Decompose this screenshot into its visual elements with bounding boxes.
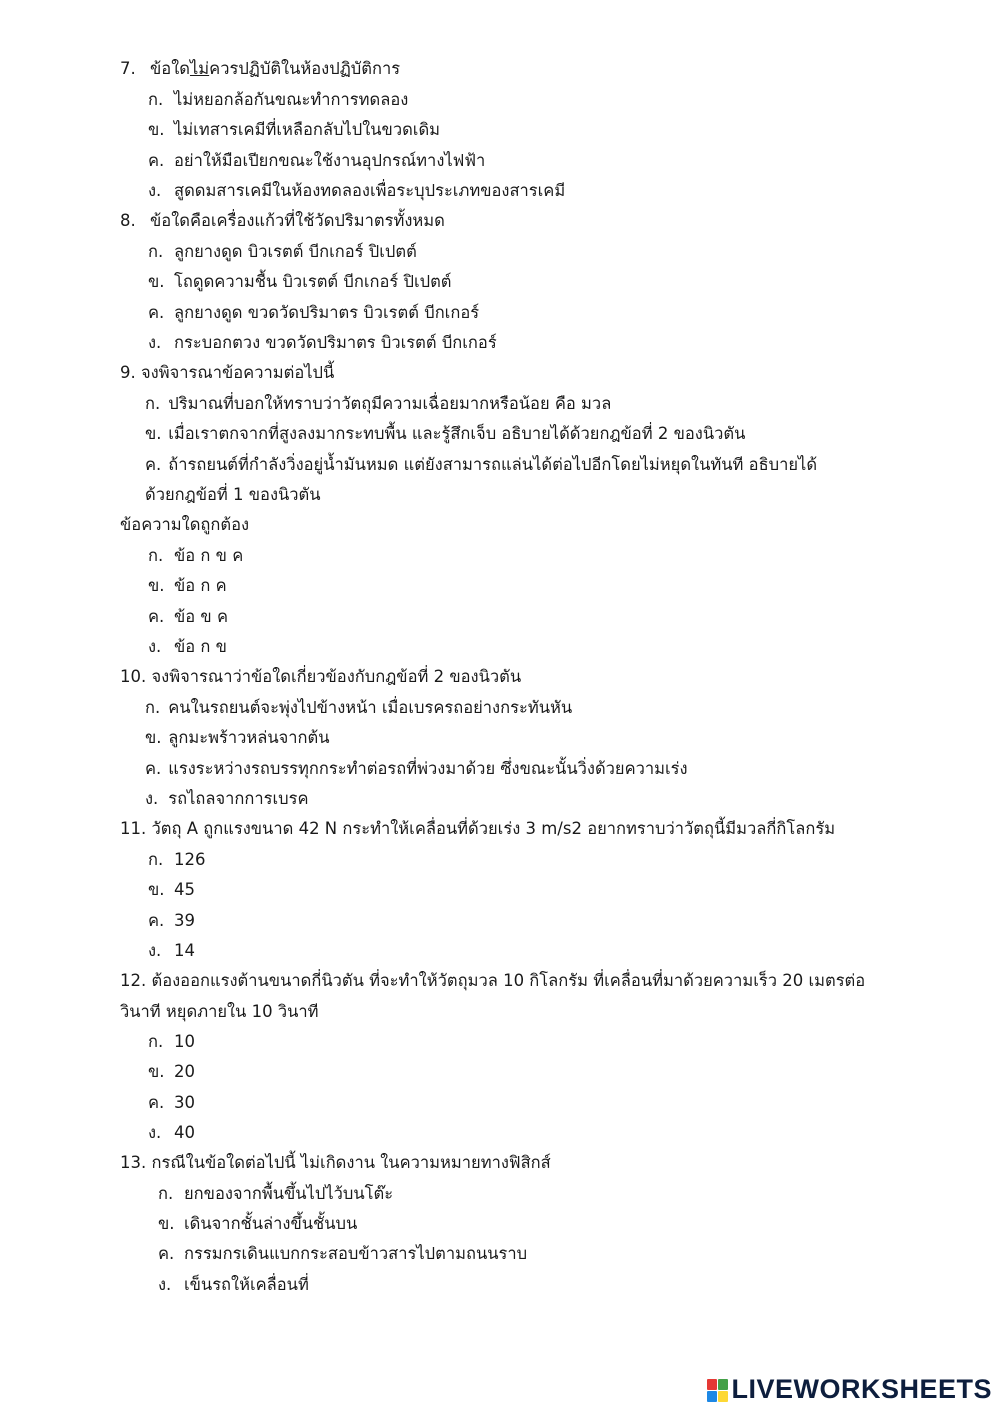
option-label: ก.	[148, 546, 164, 565]
statement-label: ค.	[145, 455, 162, 474]
option	[158, 1274, 309, 1296]
option	[148, 1031, 195, 1053]
question-13	[120, 1152, 551, 1174]
question-number: 10.	[120, 667, 147, 686]
option-text: 10	[174, 1032, 195, 1051]
question-12	[120, 970, 865, 992]
question-text-post: ควรปฏิบัติในห้องปฏิบัติการ	[209, 59, 401, 78]
option-label: ก.	[158, 1184, 174, 1203]
option-text: ยกของจากพื้นขึ้นไปไว้บนโต๊ะ	[184, 1184, 394, 1203]
option	[148, 119, 440, 141]
option-text: ลูกยางดูด ขวดวัดปริมาตร บิวเรตต์ บีกเกอร์	[174, 303, 480, 322]
option-text: คนในรถยนต์จะพุ่งไปข้างหน้า เมื่อเบรครถอย่างกระทันหัน	[168, 698, 573, 717]
statement-continuation: ด้วยกฎข้อที่ 1 ของนิวตัน	[145, 485, 321, 504]
option-label: ง.	[158, 1275, 172, 1294]
option-label: ข.	[148, 1062, 165, 1081]
question-text: จงพิจารณาข้อความต่อไปนี้	[141, 363, 335, 382]
option-text: 14	[174, 941, 195, 960]
statement-label: ข.	[145, 424, 162, 443]
option-label: ค.	[148, 151, 165, 170]
option-text: เดินจากชั้นล่างขึ้นชั้นบน	[184, 1214, 358, 1233]
statement-text: ถ้ารถยนต์ที่กำลังวิ่งอยู่น้ำมันหมด แต่ยังสามารถแล่นได้ต่อไปอีกโดยไม่หยุดในทันที อธิบายได้	[168, 455, 818, 474]
option	[148, 910, 195, 932]
option	[148, 302, 479, 324]
question-text: กรณีในข้อใดต่อไปนี้ ไม่เกิดงาน ในความหมายทางฟิสิกส์	[151, 1153, 551, 1172]
option-text: ข้อ ก ค	[174, 576, 227, 595]
option	[148, 575, 227, 597]
option-text: ไม่หยอกล้อกันขณะทำการทดลอง	[174, 90, 409, 109]
question-11	[120, 818, 835, 840]
option	[148, 271, 452, 293]
option	[145, 697, 572, 719]
option-label: ข.	[148, 272, 165, 291]
question-text-underlined: ไม่	[189, 59, 210, 78]
option	[148, 606, 228, 628]
question-number: 12.	[120, 971, 147, 990]
option-label: ข.	[148, 880, 165, 899]
option-label: ง.	[148, 941, 162, 960]
logo-text: LIVEWORKSHEETS	[731, 1374, 992, 1404]
option-label: ค.	[148, 303, 165, 322]
option-text: รถไถลจากการเบรค	[168, 789, 309, 808]
sub-question: ข้อความใดถูกต้อง	[120, 515, 250, 534]
question-text: ข้อใดคือเครื่องแก้วที่ใช้วัดปริมาตรทั้งหมด	[150, 211, 445, 230]
option	[158, 1243, 527, 1265]
question-number: 13.	[120, 1153, 147, 1172]
option	[148, 545, 243, 567]
option-label: ง.	[145, 789, 159, 808]
question-text: ต้องออกแรงต้านขนาดกี่นิวตัน ที่จะทำให้วัตถุมวล 10 กิโลกรัม ที่เคลื่อนที่มาด้วยความเร็ว 20 เมตรต่อ	[151, 971, 866, 990]
option-text: กระบอกตวง ขวดวัดปริมาตร บิวเรตต์ บีกเกอร์	[174, 333, 497, 352]
statement-label: ก.	[145, 394, 161, 413]
option	[148, 636, 227, 658]
option	[148, 241, 417, 263]
option-text: ไม่เทสารเคมีที่เหลือกลับไปในขวดเดิม	[174, 120, 441, 139]
option-text: 40	[174, 1123, 195, 1142]
option	[148, 332, 497, 354]
question-number: 8.	[120, 211, 136, 230]
question-number: 7.	[120, 59, 136, 78]
question-number: 9.	[120, 363, 136, 382]
option-label: ง.	[148, 181, 162, 200]
option-label: ก.	[148, 850, 164, 869]
option-text: สูดดมสารเคมีในห้องทดลองเพื่อระบุประเภทของสารเคมี	[174, 181, 566, 200]
liveworksheets-logo	[707, 1374, 992, 1405]
statement	[145, 454, 817, 476]
question-8	[120, 210, 445, 232]
option-text: 30	[174, 1093, 195, 1112]
option-text: กรรมกรเดินแบกกระสอบข้าวสารไปตามถนนราบ	[184, 1244, 528, 1263]
option	[148, 89, 408, 111]
statement-text: ปริมาณที่บอกให้ทราบว่าวัตถุมีความเฉื่อยมากหรือน้อย คือ มวล	[168, 394, 612, 413]
option-label: ค.	[148, 1093, 165, 1112]
option-text: 20	[174, 1062, 195, 1081]
option-text: 39	[174, 911, 195, 930]
option-text: อย่าให้มือเปียกขณะใช้งานอุปกรณ์ทางไฟฟ้า	[174, 151, 486, 170]
option-text: ข้อ ก ข	[174, 637, 227, 656]
question-text-pre: ข้อใด	[150, 59, 190, 78]
option-text: 126	[174, 850, 206, 869]
option-text: โถดูดความชื้น บิวเรตต์ บีกเกอร์ ปิเปตต์	[174, 272, 452, 291]
option-label: ข.	[148, 120, 165, 139]
option-label: ค.	[148, 911, 165, 930]
logo-square	[718, 1379, 728, 1390]
question-7	[120, 58, 400, 80]
question-text: จงพิจารณาว่าข้อใดเกี่ยวข้องกับกฎข้อที่ 2 ของนิวตัน	[151, 667, 522, 686]
option-text: ข้อ ก ข ค	[174, 546, 244, 565]
option-label: ก.	[148, 1032, 164, 1051]
logo-square	[707, 1391, 717, 1402]
option-text: เข็นรถให้เคลื่อนที่	[184, 1275, 309, 1294]
option-label: ข.	[158, 1214, 175, 1233]
option-label: ข.	[148, 576, 165, 595]
statement	[145, 393, 611, 415]
option	[148, 940, 195, 962]
option	[145, 758, 688, 780]
logo-square	[718, 1391, 728, 1402]
option-label: ง.	[148, 637, 162, 656]
option-text: ข้อ ข ค	[174, 607, 228, 626]
option	[158, 1183, 393, 1205]
question-continuation: วินาที หยุดภายใน 10 วินาที	[120, 1002, 319, 1021]
option	[158, 1213, 357, 1235]
option	[148, 1092, 195, 1114]
option-label: ค.	[158, 1244, 175, 1263]
option-label: ก.	[145, 698, 161, 717]
option	[145, 727, 330, 749]
option	[148, 849, 206, 871]
logo-square	[707, 1379, 717, 1390]
option-label: ค.	[145, 759, 162, 778]
question-text: วัตถุ A ถูกแรงขนาด 42 N กระทำให้เคลื่อนที่ด้วยเร่ง 3 m/s2 อยากทราบว่าวัตถุนี้มีมวลกี่กิโลกรัม	[151, 819, 836, 838]
option	[148, 1122, 195, 1144]
option-label: ก.	[148, 90, 164, 109]
statement-text: เมื่อเราตกจากที่สูงลงมากระทบพื้น และรู้สึกเจ็บ อธิบายได้ด้วยกฎข้อที่ 2 ของนิวตัน	[168, 424, 746, 443]
liveworksheets-logo-icon	[707, 1379, 727, 1401]
option-text: 45	[174, 880, 195, 899]
option-text: แรงระหว่างรถบรรทุกกระทำต่อรถที่พ่วงมาด้วย ซึ่งขณะนั้นวิ่งด้วยความเร่ง	[168, 759, 688, 778]
option-label: ค.	[148, 607, 165, 626]
option-label: ง.	[148, 1123, 162, 1142]
option-label: ข.	[145, 728, 162, 747]
option	[148, 879, 195, 901]
option-text: ลูกยางดูด บิวเรตต์ บีกเกอร์ ปิเปตต์	[174, 242, 417, 261]
statement	[145, 423, 745, 445]
option-label: ง.	[148, 333, 162, 352]
question-number: 11.	[120, 819, 147, 838]
option	[148, 1061, 195, 1083]
option	[145, 788, 309, 810]
question-10	[120, 666, 521, 688]
question-9	[120, 362, 334, 384]
option-label: ก.	[148, 242, 164, 261]
option	[148, 150, 485, 172]
option	[148, 180, 565, 202]
option-text: ลูกมะพร้าวหล่นจากต้น	[168, 728, 330, 747]
